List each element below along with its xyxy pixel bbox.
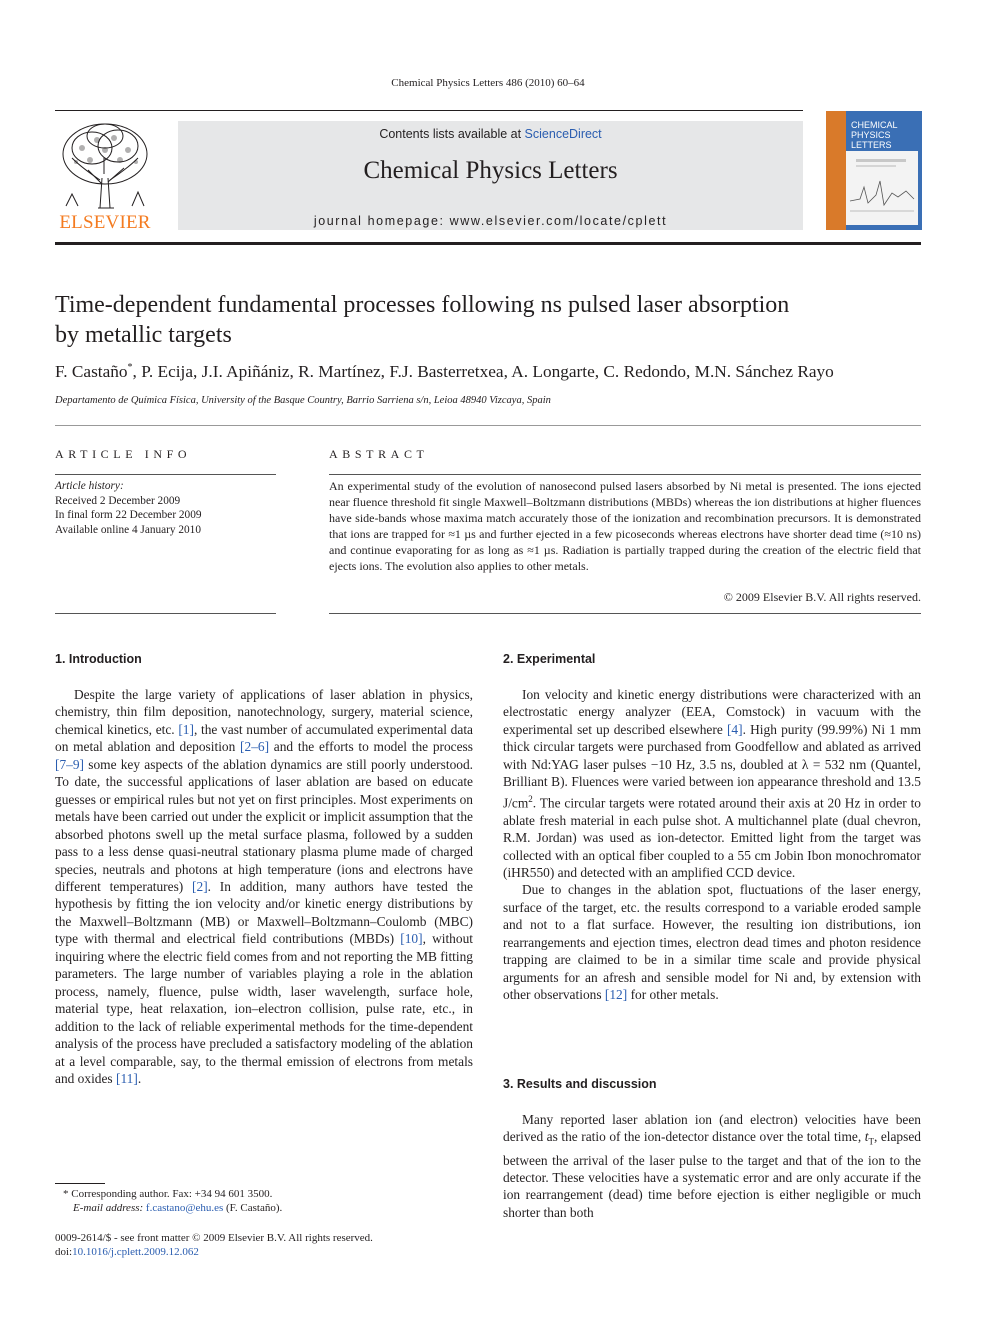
elsevier-tree-icon: [52, 118, 158, 213]
affiliation: Departamento de Química Física, University of the Basque Country, Barrio Sarriena s/n, Leioa 48940 Vizcaya, Spain: [55, 395, 551, 406]
email-link[interactable]: f.castano@ehu.es: [145, 1202, 224, 1215]
header-rule: [55, 242, 921, 245]
doi-label: doi:: [55, 1246, 73, 1259]
paragraph: Ion velocity and kinetic energy distributions were characterized with an electrostatic energy analyzer (EEA, Comstock) in vacuum with the experimental set up described elsewhere [4]. High purity (99.99%) Ni 1 mm thick circular targets were purchased from Goodfellow and ablated as arrived with Nd:YAG laser pulses −10 Hz, 3.5 ns, doubled at λ = 532 nm (Quantel, Brilliant B). Fluences were varied between ion appearance threshold and 13.5 $J/cm^2$. The circular targets were rotated around their axis at 20 Hz in order to ablate fresh material in each pulse shot. A multichannel plate (dual chevron, R.M. Jordan) was used as ion-detector. Emitted light from the target was collected with an optical fiber coupled to a 55 cm Jobin Ibon monochromator (iHR550) and detected with an amplified CCD device.: [503, 687, 921, 880]
front-matter: [55, 1231, 473, 1259]
citation-link[interactable]: [12]: [604, 987, 628, 1003]
abstract-text: An experimental study of the evolution of nanosecond pulsed lasers absorbed by Ni metal is presented. The ions ejected near fluence threshold fit single Maxwell–Boltzmann distributions (MBDs) whereas the ion distributions at higher fluences have side-bands whose maxima match accurately those of the ionization and recombination precursors. It is demonstrated that ions are trapped for ≈1 µs and further ejected in a few picoseconds whereas electrons have shorter dead time (≈10 ns) and continue evaporating for as long as ≈1 µs. Radiation is partially trapped during the creation of the electric field that ejects ions. The evolution also applies to other metals.: [329, 479, 921, 573]
first-author[interactable]: F. Castaño: [55, 362, 128, 381]
paragraph: Many reported laser ablation ion (and electron) velocities have been derived as the ratio of the ion-detector distance over the total time, $t_T$, elapsed between the arrival of the laser pulse to the target and that of the ion to the detector. These velocities have a systematic error and are only accurate if the ion rearrangement (dead) time before ejection is either negligible or much shorter than both: [503, 1112, 921, 1220]
email-suffix: (F. Castaño).: [223, 1202, 283, 1215]
citation-link[interactable]: [7–9]: [55, 756, 85, 772]
paragraph: Despite the large variety of applications of laser ablation in physics, chemistry, thin film deposition, nanotechnology, surgery, material science, chemical kinetics, etc. [1], the vast number of accumulated experimental data on metal ablation and deposition [2–6] and the efforts to model the process [7–9] some key aspects of the ablation dynamics are still poorly understood. To date, the successful applications of laser ablation are based on educate guesses or empirical rules but not yet on first principles. Most experiments on metals have been carried out under the explicit or implicit assumption that the absorbed photons swell up the metal surface plasma, followed by a sudden pass to a less dense quasi-neutral stationary plasma plume made of charged species, neutrals and photons at high temperature (ions and electrons have different temperatures) [2]. In addition, many authors have tested the hypothesis by fitting the ion velocity and/or kinetic energy distributions by the Maxwell–Boltzmann (MB) or Maxwell–Boltzmann–Coulomb (MBC) type with thermal and electrical field contributions (MBDs) [10], without inquiring where the electric field comes from and not reporting the MB fitting parameters. The large number of variables playing a role in the ablation process, namely, fluence, pulse width, laser wavelength, surface hole, material type, heat relaxation, ion–electron collision, pulse rate, etc., in addition to the lack of reliable experimental methods for the time-dependent analysis of the process have precluded a satisfactory modeling of the ablation at a level comparable, say, to the thermal emission of electrons from metals and oxides [11].: [55, 687, 473, 1086]
history-label: Article history:: [55, 480, 124, 492]
contents-line: [178, 127, 803, 141]
article-title-line: Time-dependent fundamental processes following ns pulsed laser absorption: [55, 292, 790, 318]
journal-homepage[interactable]: journal homepage: www.elsevier.com/locate/cplett: [313, 214, 668, 228]
other-authors: , P. Ecija, J.I. Apiñániz, R. Martínez, F.J. Basterretxea, A. Longarte, C. Redondo, M.N. Sánchez Rayo: [132, 362, 834, 381]
top-rule: [55, 110, 803, 111]
citation-link[interactable]: [11]: [116, 1070, 138, 1086]
cover-spectrum-icon: [846, 151, 918, 225]
article-info-rule: [55, 474, 276, 475]
corresponding-mark[interactable]: *: [127, 362, 133, 374]
abstract-rule: [329, 474, 921, 475]
section-heading-experimental: 2. Experimental: [503, 652, 596, 666]
footnote-rule: [55, 1183, 105, 1184]
article-info-rule-bottom: [55, 613, 276, 614]
cover-stripe: [826, 111, 846, 230]
journal-title: Chemical Physics Letters: [363, 157, 618, 184]
sciencedirect-link[interactable]: ScienceDirect: [524, 127, 602, 141]
affiliation-rule: [55, 425, 921, 426]
footnote-mark: *: [63, 1188, 69, 1200]
results-body: [503, 1111, 921, 1221]
journal-header-box: [178, 121, 803, 230]
section-heading-introduction: 1. Introduction: [55, 652, 142, 666]
citation-link[interactable]: [4]: [726, 721, 743, 737]
online-date: Available online 4 January 2010: [55, 523, 201, 536]
copyright-notice: © 2009 Elsevier B.V. All rights reserved.: [723, 590, 921, 604]
elsevier-wordmark: ELSEVIER: [59, 212, 151, 233]
journal-cover[interactable]: [826, 111, 922, 230]
cover-graphic: [846, 151, 918, 225]
experimental-body: [503, 686, 921, 1004]
article-history: [55, 479, 276, 537]
citation-link[interactable]: [10]: [400, 931, 423, 947]
author-list: [55, 362, 921, 382]
article-title-line: by metallic targets: [55, 322, 232, 348]
citation-link[interactable]: [2–6]: [240, 739, 270, 755]
citation-link[interactable]: [2]: [192, 878, 208, 894]
final-form-date: In final form 22 December 2009: [55, 509, 202, 522]
section-heading-results: 3. Results and discussion: [503, 1077, 657, 1091]
corresponding-author-footnote: [55, 1187, 473, 1215]
email-label: E-mail address:: [73, 1202, 144, 1215]
abstract-rule-bottom: [329, 613, 921, 614]
citation-link[interactable]: [1]: [178, 721, 194, 737]
cover-title: [851, 120, 920, 150]
cover-title-line: PHYSICS: [851, 130, 891, 140]
received-date: Received 2 December 2009: [55, 494, 181, 507]
abstract-heading: ABSTRACT: [329, 447, 429, 461]
corresponding-text: Corresponding author. Fax: +34 94 601 3500.: [68, 1188, 273, 1200]
doi-link[interactable]: 10.1016/j.cplett.2009.12.062: [72, 1246, 199, 1259]
contents-prefix: Contents lists available at: [379, 127, 525, 141]
cover-title-line: CHEMICAL: [851, 120, 898, 130]
article-title: [55, 290, 921, 350]
issn-line: 0009-2614/$ - see front matter © 2009 Elsevier B.V. All rights reserved.: [55, 1232, 373, 1244]
paragraph: Due to changes in the ablation spot, fluctuations of the laser energy, surface of the target, etc. the results correspond to a variable eroded sample and not to a flat surface. However, the resulting ion distributions, ion rearrangements and ejection times, electron dead times and photon residence trapping are claimed to be in a similar time scale and provide physical arguments for an afresh and sensible model for Ni and, by extension with other observations [12] for other metals.: [503, 882, 921, 1003]
journal-citation: Chemical Physics Letters 486 (2010) 60–64: [391, 77, 585, 89]
article-info-heading: ARTICLE INFO: [55, 447, 192, 461]
cover-title-line: LETTERS: [851, 140, 892, 150]
introduction-body: [55, 686, 473, 1087]
